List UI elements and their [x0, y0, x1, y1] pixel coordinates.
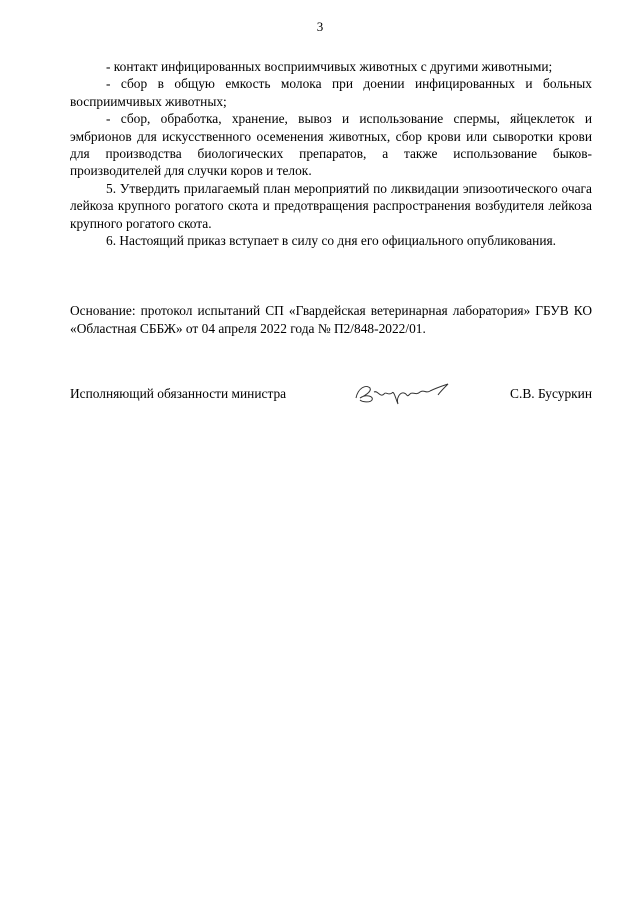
handwritten-signature — [350, 378, 462, 408]
signer-title: Исполняющий обязанности министра — [70, 386, 287, 401]
paragraph-contact-animals: - контакт инфицированных восприимчивых животных с другими животными; — [106, 59, 553, 74]
paragraph-item-6-entry-into-force: 6. Настоящий приказ вступает в силу со дня его официального опубликования. — [106, 233, 556, 249]
paragraph-milk-collection: - сбор в общую емкость молока при доении инфицированных и больных восприимчивых животных; — [70, 76, 592, 109]
order-body — [70, 58, 592, 249]
page-number: 3 — [316, 19, 324, 34]
signature-block — [70, 378, 592, 408]
paragraph-item-5-approve-plan: 5. Утвердить прилагаемый план мероприятий по ликвидации эпизоотического очага лейкоза крупного рогатого скота и предотвращения распространения возбудителя лейкоза крупного рогатого скота. — [70, 180, 592, 231]
basis-statement: Основание: протокол испытаний СП «Гвардейская ветеринарная лаборатория» ГБУВ КО «Областная СББЖ» от 04 апреля 2022 года № П2/848-2022/01. — [70, 303, 592, 336]
signer-name: С.В. Бусуркин — [510, 386, 592, 401]
paragraph-sperm-blood-collection: - сбор, обработка, хранение, вывоз и использование спермы, яйцеклеток и эмбрионов для искусственного осеменения животных, сбор крови или сыворотки крови для производства биологических препаратов, а также использование быков-производителей для случки коров и телок. — [70, 111, 592, 179]
